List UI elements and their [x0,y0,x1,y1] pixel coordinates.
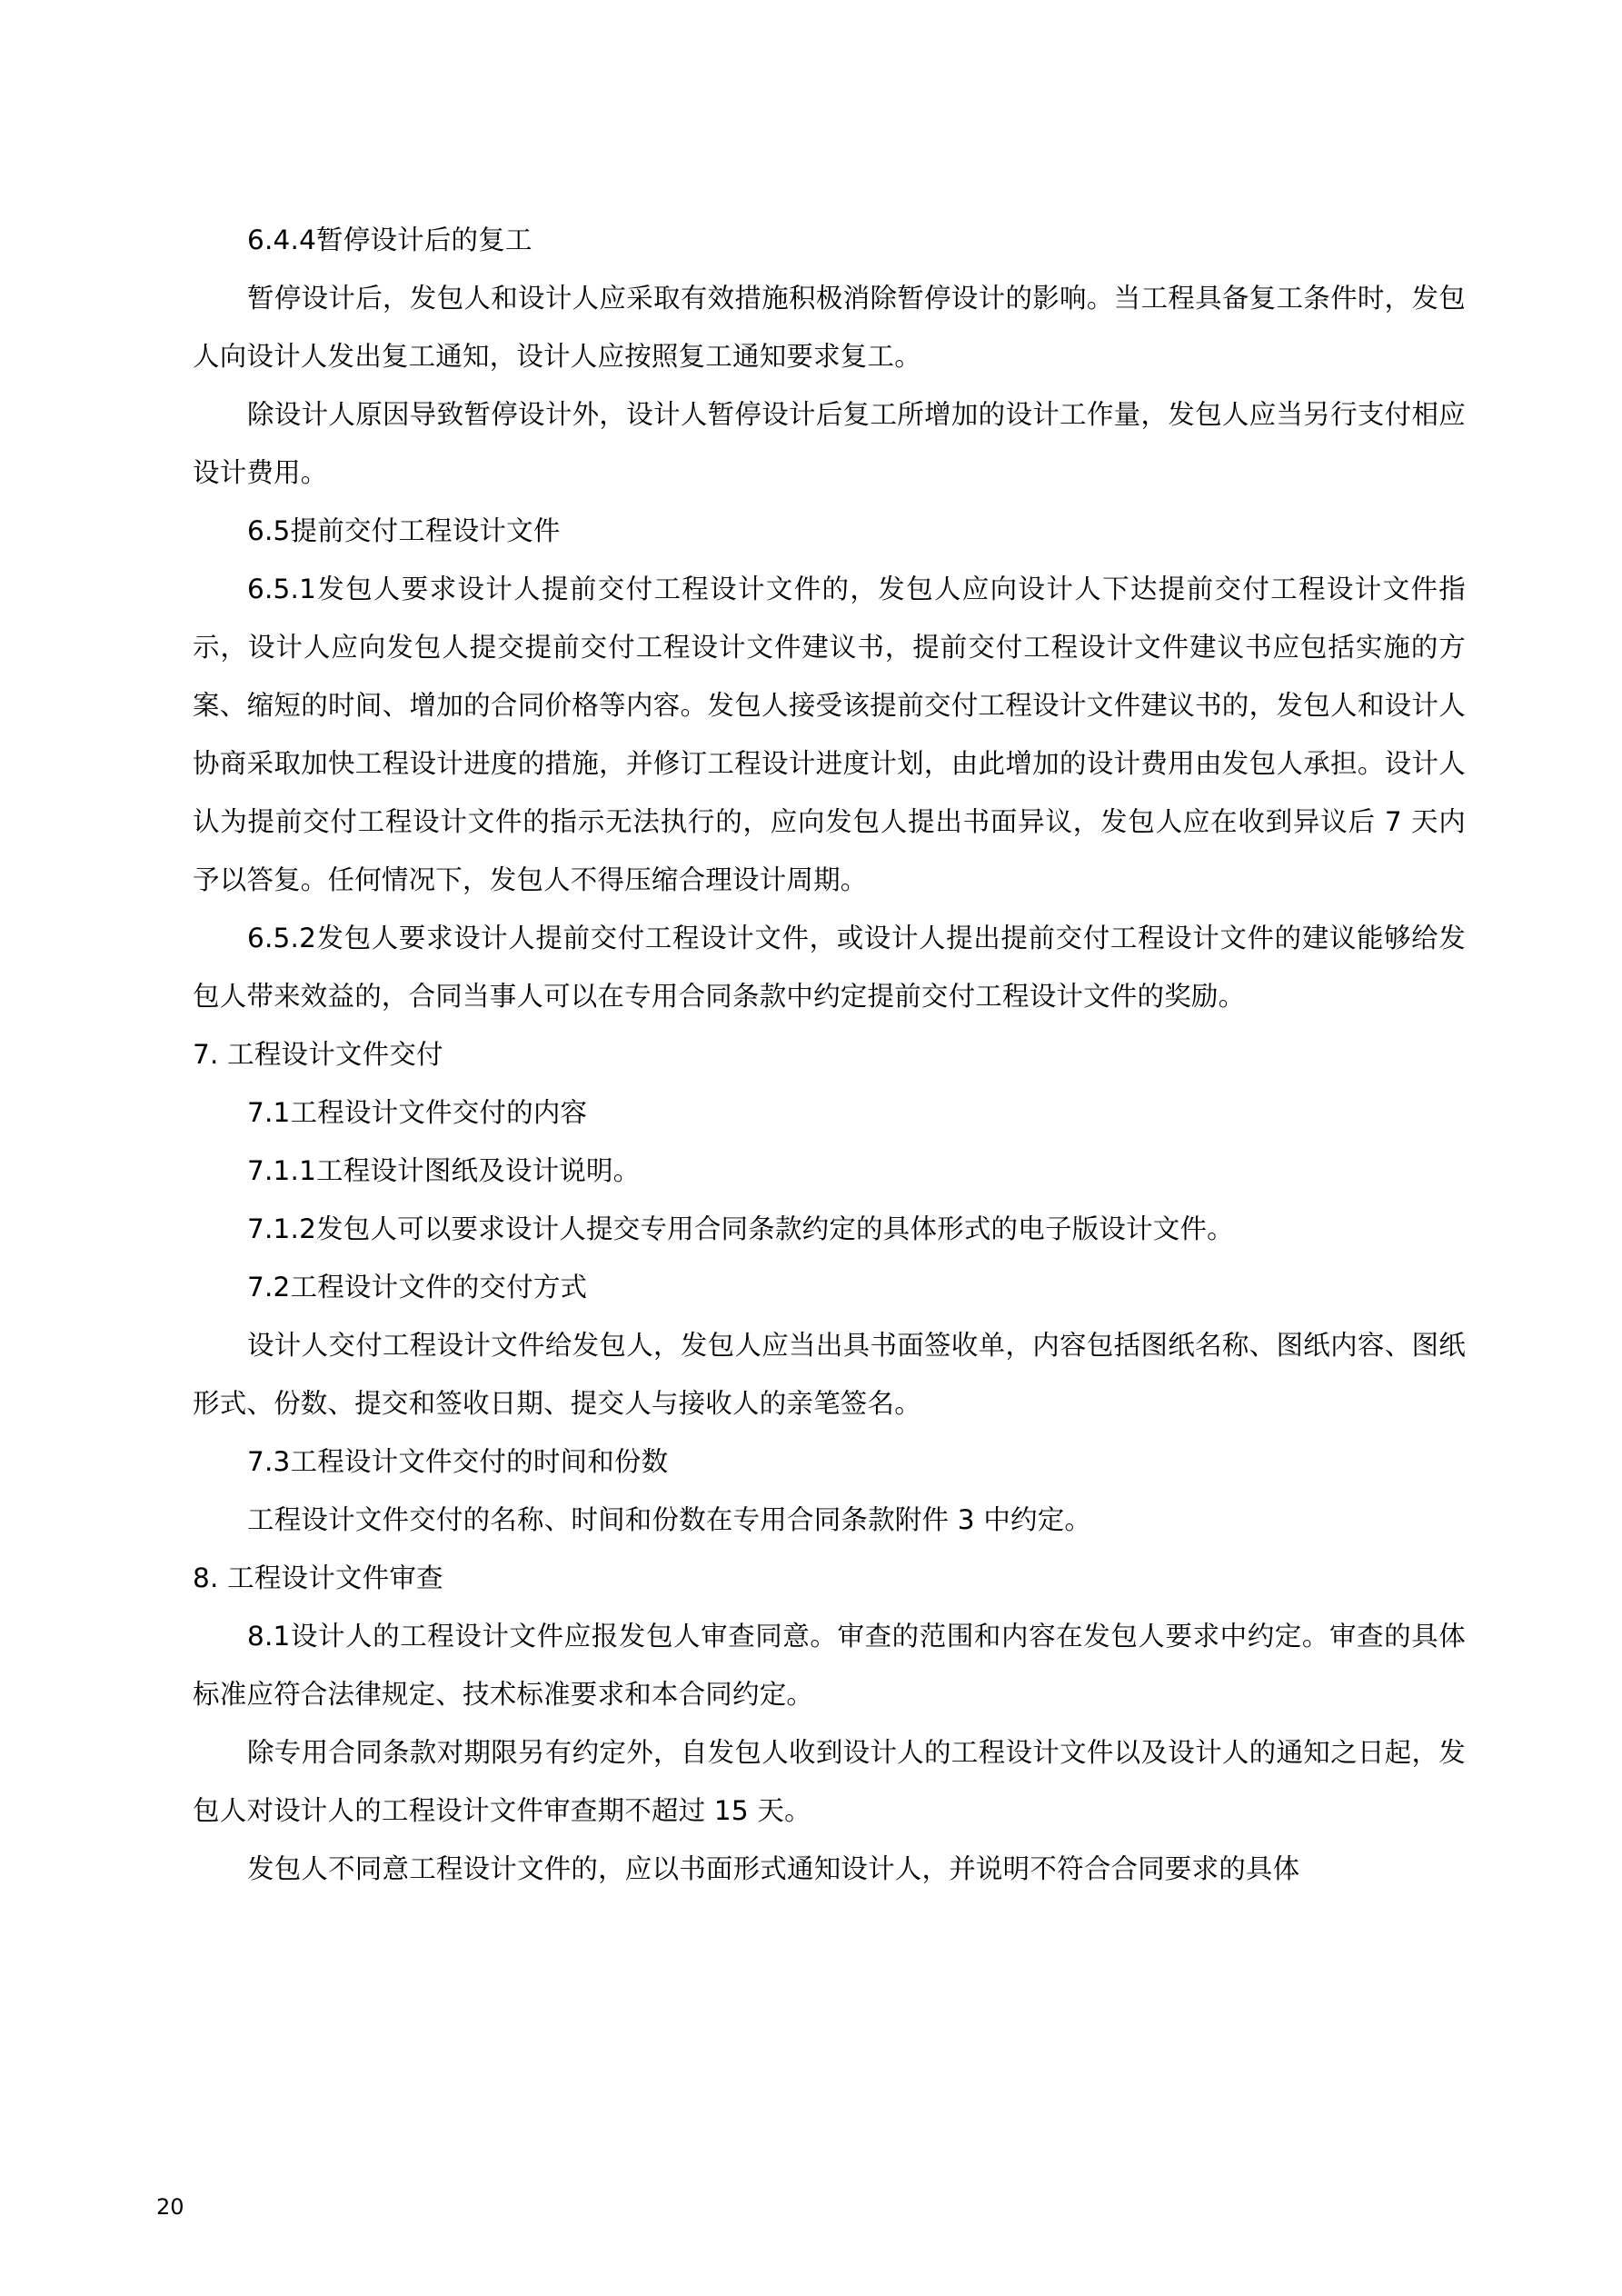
paragraph: 8.1设计人的工程设计文件应报发包人审查同意。审查的范围和内容在发包人要求中约定。审查的具体标准应符合法律规定、技术标准要求和本合同约定。 [193,1621,1466,1710]
section-heading: 8. 工程设计文件审查 [193,1562,443,1593]
paragraph: 暂停设计后，发包人和设计人应采取有效措施积极消除暂停设计的影响。当工程具备复工条件时，发包人向设计人发出复工通知，设计人应按照复工通知要求复工。 [193,283,1466,372]
section-heading: 7. 工程设计文件交付 [193,1039,443,1070]
paragraph: 6.5.2发包人要求设计人提前交付工程设计文件，或设计人提出提前交付工程设计文件的建议能够给发包人带来效益的，合同当事人可以在专用合同条款中约定提前交付工程设计文件的奖励。 [193,923,1466,1012]
page-number: 20 [156,2194,184,2220]
paragraph: 7.1.2发包人可以要求设计人提交专用合同条款约定的具体形式的电子版设计文件。 [247,1213,1234,1244]
paragraph: 设计人交付工程设计文件给发包人，发包人应当出具书面签收单，内容包括图纸名称、图纸内容、图纸形式、份数、提交和签收日期、提交人与接收人的亲笔签名。 [193,1330,1466,1419]
paragraph: 7.1.1工程设计图纸及设计说明。 [247,1155,641,1186]
paragraph: 7.3工程设计文件交付的时间和份数 [247,1446,669,1477]
paragraph: 6.4.4暂停设计后的复工 [247,225,532,255]
paragraph: 除专用合同条款对期限另有约定外，自发包人收到设计人的工程设计文件以及设计人的通知之日起，发包人对设计人的工程设计文件审查期不超过 15 天。 [193,1737,1466,1826]
paragraph: 6.5提前交付工程设计文件 [247,515,561,546]
paragraph: 7.1工程设计文件交付的内容 [247,1097,588,1128]
paragraph: 除设计人原因导致暂停设计外，设计人暂停设计后复工所增加的设计工作量，发包人应当另行支付相应设计费用。 [193,399,1466,488]
paragraph: 工程设计文件交付的名称、时间和份数在专用合同条款附件 3 中约定。 [247,1504,1092,1535]
paragraph: 发包人不同意工程设计文件的，应以书面形式通知设计人，并说明不符合合同要求的具体 [247,1853,1300,1884]
paragraph: 6.5.1发包人要求设计人提前交付工程设计文件的，发包人应向设计人下达提前交付工程设计文件指示，设计人应向发包人提交提前交付工程设计文件建议书，提前交付工程设计文件建议书应包括实施的方案、缩短的时间、增加的合同价格等内容。发包人接受该提前交付工程设计文件建议书的，发包人和设计人协商采取加快工程设计进度的措施，并修订工程设计进度计划，由此增加的设计费用由发包人承担。设计人认为提前交付工程设计文件的指示无法执行的，应向发包人提出书面异议，发包人应在收到异议后 7 天内予以答复。任何情况下，发包人不得压缩合理设计周期。 [193,574,1466,895]
document-body [193,211,1466,1898]
paragraph: 7.2工程设计文件的交付方式 [247,1272,588,1303]
